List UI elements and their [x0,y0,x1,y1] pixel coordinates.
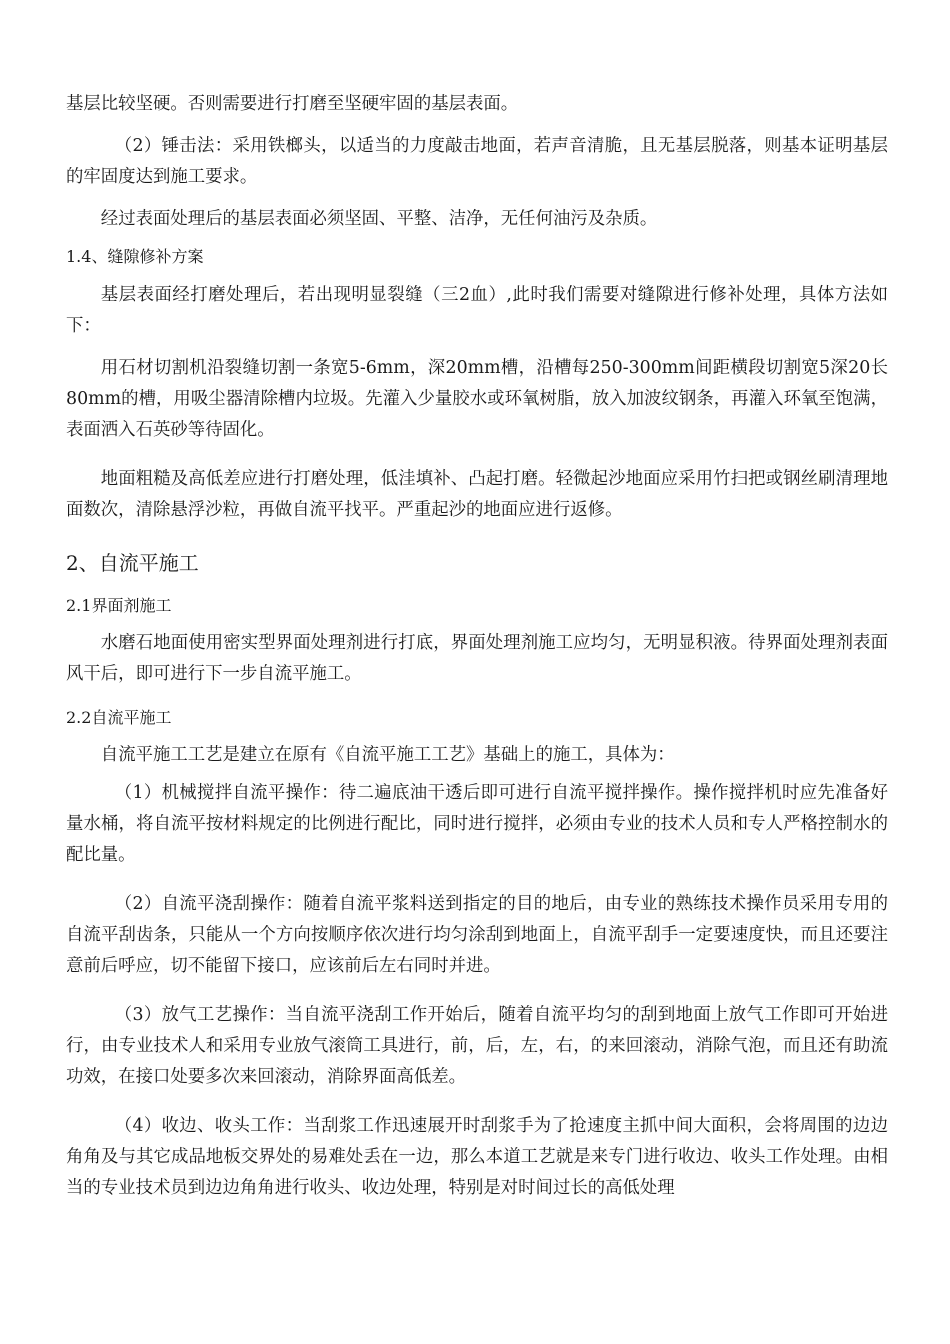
paragraph: 自流平施工工艺是建立在原有《自流平施工工艺》基础上的施工，具体为： [100,745,675,765]
paragraph: （1）机械搅拌自流平操作：待二遍底油干透后即可进行自流平搅拌操作。操作搅拌机时应先准备好量水桶，将自流平按材料规定的比例进行配比，同时进行搅拌，必须由专业的技术人员和专人严格控制水的配比量。 [66,783,888,865]
paragraph: （2）锤击法：采用铁榔头，以适当的力度敲击地面，若声音清脆，且无基层脱落，则基本证明基层的牢固度达到施工要求。 [66,136,888,187]
paragraph: 地面粗糙及高低差应进行打磨处理，低洼填补、凸起打磨。轻微起沙地面应采用竹扫把或钢丝刷清理地面数次，清除悬浮沙粒，再做自流平找平。严重起沙的地面应进行返修。 [66,469,888,520]
paragraph: （3）放气工艺操作：当自流平浇刮工作开始后，随着自流平均匀的刮到地面上放气工作即可开始进行，由专业技术人和采用专业放气滚筒工具进行，前，后，左，右，的来回滚动，消除气泡，而且还有助流功效，在接口处要多次来回滚动，消除界面高低差。 [66,1005,888,1087]
paragraph: 水磨石地面使用密实型界面处理剂进行打底，界面处理剂施工应均匀，无明显积液。待界面处理剂表面风干后，即可进行下一步自流平施工。 [66,633,888,684]
section-heading-1-4: 1.4、缝隙修补方案 [66,247,204,266]
paragraph: （4）收边、收头工作：当刮浆工作迅速展开时刮浆手为了抢速度主抓中间大面积，会将周围的边边角角及与其它成品地板交界处的易难处丢在一边，那么本道工艺就是来专门进行收边、收头工作处理。由相当的专业技术员到边边角角进行收头、收边处理，特别是对时间过长的高低处理 [66,1116,888,1198]
paragraph: （2）自流平浇刮操作：随着自流平浆料送到指定的目的地后，由专业的熟练技术操作员采用专用的自流平刮齿条，只能从一个方向按顺序依次进行均匀涂刮到地面上，自流平刮手一定要速度快，而且还要注意前后呼应，切不能留下接口，应该前后左右同时并进。 [66,894,888,976]
paragraph: 基层表面经打磨处理后，若出现明显裂缝（三2血）,此时我们需要对缝隙进行修补处理，具体方法如下： [66,285,888,336]
paragraph: 用石材切割机沿裂缝切割一条宽5-6mm，深20mm槽，沿槽每250-300mm间距横段切割宽5深20长80mm的槽，用吸尘器清除槽内垃圾。先灌入少量胶水或环氧树脂，放入加波纹钢条，再灌入环氧至饱满，表面洒入石英砂等待固化。 [66,358,888,440]
paragraph: 基层比较坚硬。否则需要进行打磨至坚硬牢固的基层表面。 [66,94,519,114]
section-heading-2: 2、自流平施工 [66,551,199,575]
section-heading-2-1: 2.1界面剂施工 [66,596,172,615]
section-heading-2-2: 2.2自流平施工 [66,708,172,727]
paragraph: 经过表面处理后的基层表面必须坚固、平整、洁净，无任何油污及杂质。 [100,209,658,229]
